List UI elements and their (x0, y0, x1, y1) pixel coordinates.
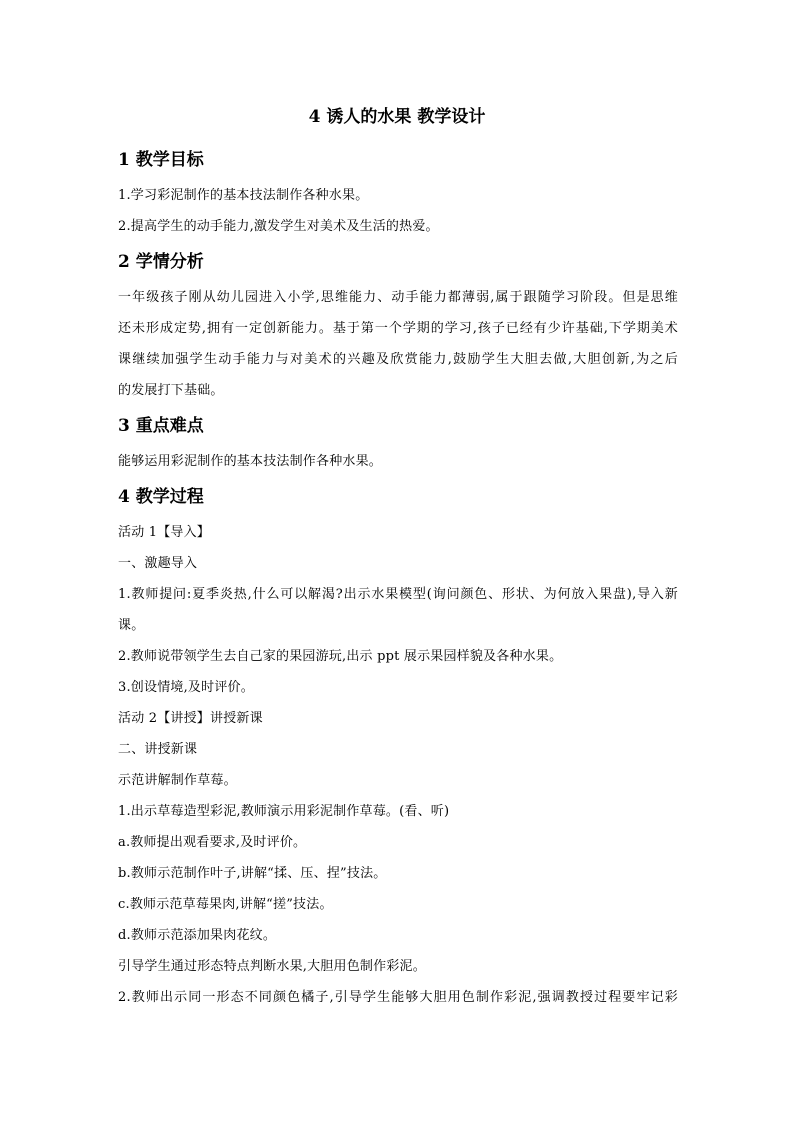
process-line-demo-d: d.教师示范添加果肉花纹。 (118, 928, 277, 943)
process-line-teaching-heading: 二、讲授新课 (118, 742, 198, 757)
section-heading-goals: 1 教学目标 (118, 150, 204, 170)
process-line-step-3: 3.创设情境,及时评价。 (118, 680, 254, 695)
process-line-step-1: 1.教师提问:夏季炎热,什么可以解渴?出示水果模型(询问颜色、形状、为何放入果盘),导入新 (118, 587, 678, 602)
keypoints-text: 能够运用彩泥制作的基本技法制作各种水果。 (118, 454, 383, 469)
document-title: 4 诱人的水果 教学设计 (308, 107, 486, 127)
process-line-guide: 引导学生通过形态特点判断水果,大胆用色制作彩泥。 (118, 959, 426, 974)
analysis-line-2: 还未形成定势,拥有一定创新能力。基于第一个学期的学习,孩子已经有少许基础,下学期美术 (118, 321, 678, 336)
process-line-demo-a: a.教师提出观看要求,及时评价。 (118, 835, 307, 850)
document-body (118, 140, 678, 1013)
process-line-demo-2: 2.教师出示同一形态不同颜色橘子,引导学生能够大胆用色制作彩泥,强调教授过程要牢记彩 (118, 990, 678, 1005)
process-line-demo-b: b.教师示范制作叶子,讲解“揉、压、捏”技法。 (118, 866, 387, 881)
section-heading-keypoints: 3 重点难点 (118, 416, 204, 436)
process-line-activity-1: 活动 1【导入】 (118, 525, 211, 540)
process-line-activity-2: 活动 2【讲授】讲授新课 (118, 711, 263, 726)
process-line-demo-1: 1.出示草莓造型彩泥,教师演示用彩泥制作草莓。(看、听) (118, 804, 450, 819)
process-line-demo-c: c.教师示范草莓果肉,讲解“搓”技法。 (118, 897, 333, 912)
analysis-line-4: 的发展打下基础。 (118, 383, 224, 398)
process-line-demo: 示范讲解制作草莓。 (118, 773, 237, 788)
analysis-line-1: 一年级孩子刚从幼儿园进入小学,思维能力、动手能力都薄弱,属于跟随学习阶段。但是思维 (118, 290, 678, 305)
process-line-step-1-cont: 课。 (118, 618, 145, 633)
analysis-line-3: 课继续加强学生动手能力与对美术的兴趣及欣赏能力,鼓励学生大胆去做,大胆创新,为之后 (118, 352, 678, 367)
section-heading-process: 4 教学过程 (118, 487, 204, 507)
process-line-intro-heading: 一、激趣导入 (118, 556, 198, 571)
process-line-step-2: 2.教师说带领学生去自己家的果园游玩,出示 ppt 展示果园样貌及各种水果。 (118, 649, 563, 664)
goal-item-2: 2.提高学生的动手能力,激发学生对美术及生活的热爱。 (118, 219, 439, 234)
section-heading-analysis: 2 学情分析 (118, 252, 204, 272)
goal-item-1: 1.学习彩泥制作的基本技法制作各种水果。 (118, 188, 369, 203)
